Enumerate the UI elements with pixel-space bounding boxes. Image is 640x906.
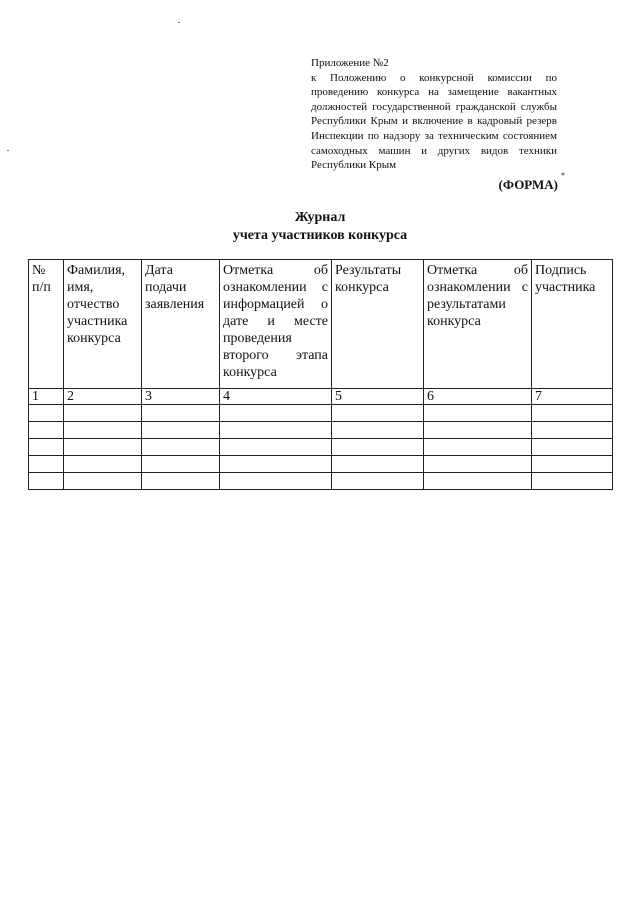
column-number-cell: 4	[220, 389, 332, 405]
empty-cell	[29, 405, 64, 422]
empty-cell	[142, 473, 220, 490]
empty-cell	[29, 473, 64, 490]
column-number-cell: 5	[332, 389, 424, 405]
document-title	[0, 209, 640, 245]
table-row	[29, 405, 613, 422]
empty-cell	[142, 456, 220, 473]
form-label: (ФОРМА)	[498, 177, 558, 192]
empty-cell	[220, 456, 332, 473]
empty-cell	[424, 456, 532, 473]
empty-cell	[332, 422, 424, 439]
empty-cell	[29, 456, 64, 473]
table-header-row	[29, 260, 613, 389]
empty-cell	[424, 422, 532, 439]
empty-cell	[220, 473, 332, 490]
column-number-cell: 2	[64, 389, 142, 405]
header-cell-date: Дата подачи заявления	[142, 260, 220, 389]
empty-cell	[64, 422, 142, 439]
empty-cell	[64, 473, 142, 490]
table-row	[29, 473, 613, 490]
column-number-cell: 1	[29, 389, 64, 405]
table-row	[29, 456, 613, 473]
empty-cell	[532, 422, 613, 439]
empty-cell	[220, 405, 332, 422]
empty-cell	[332, 405, 424, 422]
empty-cell	[64, 456, 142, 473]
column-number-cell: 7	[532, 389, 613, 405]
empty-cell	[424, 439, 532, 456]
column-number-cell: 6	[424, 389, 532, 405]
empty-cell	[532, 405, 613, 422]
empty-cell	[142, 422, 220, 439]
empty-cell	[29, 422, 64, 439]
table-row	[29, 422, 613, 439]
empty-cell	[532, 439, 613, 456]
scan-speck	[178, 22, 180, 23]
empty-cell	[29, 439, 64, 456]
form-mark: *	[561, 171, 565, 180]
empty-cell	[220, 422, 332, 439]
empty-cell	[332, 473, 424, 490]
document-title-line-1: Журнал	[294, 210, 346, 225]
empty-cell	[220, 439, 332, 456]
scan-speck	[7, 150, 9, 151]
participants-journal-table	[28, 259, 613, 490]
column-number-cell: 3	[142, 389, 220, 405]
header-cell-number: № п/п	[29, 260, 64, 389]
table-row	[29, 439, 613, 456]
header-cell-signature: Подпись участника	[532, 260, 613, 389]
appendix-block	[311, 56, 557, 173]
empty-cell	[332, 456, 424, 473]
header-cell-results: Результаты конкурса	[332, 260, 424, 389]
empty-cell	[424, 405, 532, 422]
empty-cell	[64, 405, 142, 422]
header-cell-results-note: Отметка об ознакомлении с результатами конкурса	[424, 260, 532, 389]
empty-cell	[532, 456, 613, 473]
document-title-line-2: учета участников конкурса	[232, 228, 408, 243]
appendix-title: Приложение №2	[311, 57, 389, 69]
empty-cell	[142, 439, 220, 456]
empty-cell	[64, 439, 142, 456]
appendix-text: к Положению о конкурсной комиссии по проведению конкурса на замещение вакантных должностей государственной гражданской службы Республики Крым и включение в кадровый резерв Инспекции по надзору за техническим состоянием самоходных машин и других видов техники Республики Крым	[311, 71, 557, 172]
header-cell-name: Фамилия, имя, отчество участника конкурса	[64, 260, 142, 389]
empty-cell	[142, 405, 220, 422]
column-number-row	[29, 389, 613, 405]
empty-cell	[424, 473, 532, 490]
header-cell-second-stage-note: Отметка об ознакомлении с информацией о дате и месте проведения второго этапа конкурса	[220, 260, 332, 389]
empty-cell	[532, 473, 613, 490]
empty-cell	[332, 439, 424, 456]
